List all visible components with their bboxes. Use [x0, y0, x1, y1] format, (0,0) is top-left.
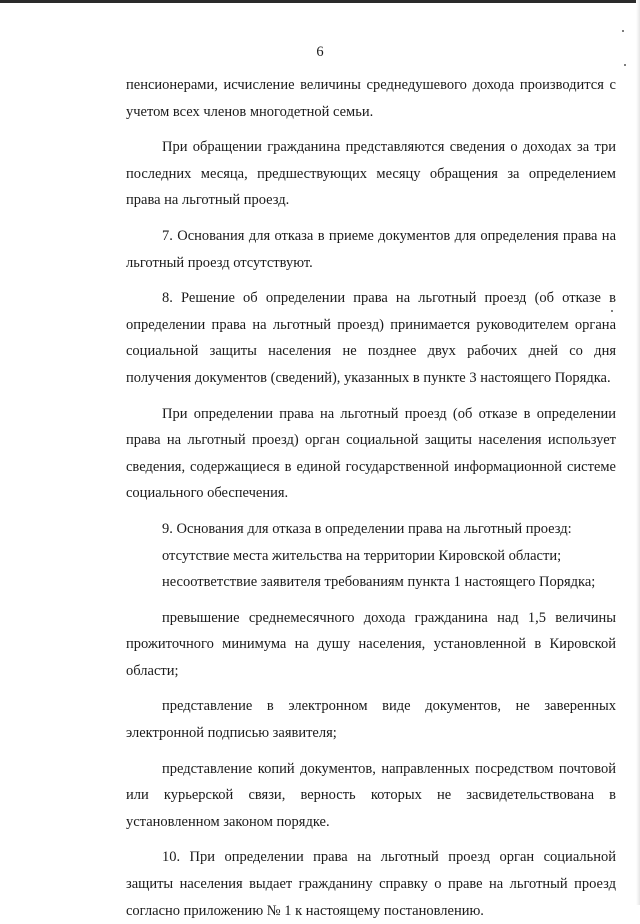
page-number: 6: [316, 44, 324, 60]
paragraph: 7. Основания для отказа в приеме документов для определения права на льготный проезд отсутствуют.: [126, 227, 616, 271]
paragraph: При определении права на льготный проезд (об отказе в определении права на льготный проезд) орган социальной защиты населения использует сведения, содержащиеся в единой государственной информационной системе социального обеспечения.: [126, 405, 616, 502]
list-item: представление копий документов, направленных посредством почтовой или курьерской связи, верность которых не засвидетельствована в установленном законом порядке.: [126, 760, 616, 830]
list-item: представление в электронном виде документов, не заверенных электронной подписью заявителя;: [126, 698, 616, 742]
paragraph: 9. Основания для отказа в определении права на льготный проезд:: [162, 520, 572, 537]
list-item: превышение среднемесячного дохода гражданина над 1,5 величины прожиточного минимума на душу населения, установленной в Кировской области;: [126, 609, 616, 679]
scan-speck: [622, 30, 624, 32]
document-body: [126, 72, 616, 924]
list-item: несоответствие заявителя требованиям пункта 1 настоящего Порядка;: [162, 574, 596, 591]
scan-top-border: [0, 0, 640, 3]
paragraph: 8. Решение об определении права на льготный проезд (об отказе в определении права на льготный проезд) принимается руководителем органа социальной защиты населения не позднее двух рабочих дней со дня получения документов (сведений), указанных в пункте 3 настоящего Порядка.: [126, 290, 616, 386]
paragraph: пенсионерами, исчисление величины среднедушевого дохода производится с учетом всех членов многодетной семьи.: [126, 77, 616, 120]
paragraph: При обращении гражданина представляются сведения о доходах за три последних месяца, предшествующих месяцу обращения за определением права на льготный проезд.: [126, 139, 616, 209]
scan-right-edge: [636, 0, 640, 905]
scan-speck: [624, 64, 626, 66]
paragraph: 10. При определении права на льготный проезд орган социальной защиты населения выдает гражданину справку о праве на льготный проезд согласно приложению № 1 к настоящему постановлению.: [126, 849, 616, 919]
list-item: отсутствие места жительства на территории Кировской области;: [162, 547, 562, 564]
